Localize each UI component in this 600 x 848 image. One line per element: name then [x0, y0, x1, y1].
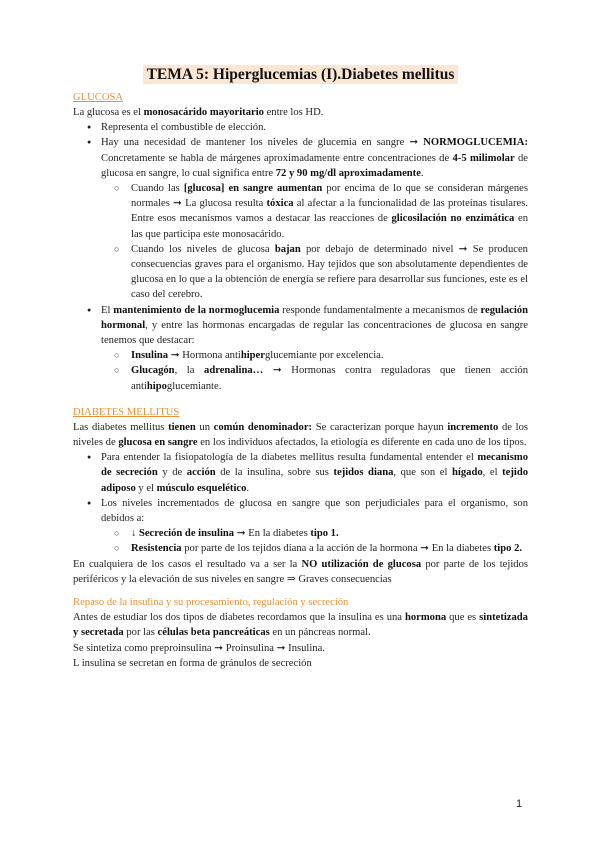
title-text: TEMA 5: Hiperglucemias (I).Diabetes mellitus	[143, 65, 459, 84]
diabetes-outro: En cualquiera de los casos el resultado va a ser la NO utilización de glucosa por parte de los tejidos periféricos y la elevación de sus niveles en sangre ⇒ Graves consecuencias	[73, 558, 528, 585]
page-title	[73, 66, 528, 84]
glucosa-intro: La glucosa es el monosacárido mayoritario entre los HD.	[73, 107, 324, 118]
section-heading-glucosa: GLUCOSA	[73, 92, 124, 103]
list-item: ○ Cuando los niveles de glucosa bajan por debajo de determinado nivel ➞ Se producen consecuencias graves para el organismo. Hay tejidos que son absolutamente dependientes de glucosa en lo que a la obtención de energía se refiere para desarrollar sus funciones, este es el caso del cerebro.	[101, 242, 528, 303]
list-item: ● Hay una necesidad de mantener los niveles de glucemia en sangre ➞ NORMOGLUCEMIA: Concretamente se habla de márgenes aproximadamente entre concentraciones de 4-5 milimolar de glucosa en sangre, lo cual significa entre 72 y 90 mg/dl aproximadamente. ○ Cuando las [glucosa] en sangre aumentan por encima de lo que se consideran márgenes normales ➞ La glucosa resulta tóxica al afectar a la funcionalidad de las proteínas tisulares. Entre esos mecanismos vamos a destacar las reacciones de glicosilación no enzimática en las que participa este monosacárido. ○ Cuando los niveles de glucosa bajan por debajo de determinado nivel ➞ Se producen consecuencias graves para el organismo. Hay tejidos que son absolutamente dependientes de glucosa en lo que a la obtención de energía se refiere para desarrollar sus funciones, este es el caso del cerebro.	[73, 135, 528, 302]
diabetes-bullet-list	[73, 450, 528, 556]
list-item: ● El mantenimiento de la normoglucemia responde fundamentalmente a mecanismos de regulación hormonal, y entre las hormonas encargadas de regular las concentraciones de glucosa en sangre tenemos que destacar: ○ Insulina ➞ Hormona antihiperglucemiante por excelencia. ○ Glucagón, la adrenalina… ➞ Hormonas contra reguladoras que tienen acción antihipoglucemiante.	[73, 303, 528, 394]
section-heading-insulina: Repaso de la insulina y su procesamiento, regulación y secreción	[73, 597, 349, 609]
list-item: ● Para entender la fisiopatología de la diabetes mellitus resulta fundamental entender el mecanismo de secreción y de acción de la insulina, sobre sus tejidos diana, que son el hígado, el tejido adiposo y el músculo esquelético.	[73, 450, 528, 496]
causas-sublist	[101, 526, 528, 556]
insulina-p2: Se sintetiza como preproinsulina ➞ Proinsulina ➞ Insulina.	[73, 642, 325, 654]
list-item: ○ Insulina ➞ Hormona antihiperglucemiante por excelencia.	[101, 348, 528, 363]
diabetes-intro: Las diabetes mellitus tienen un común denominador: Se caracterizan porque hayun incremento de los niveles de glucosa en sangre en los individuos afectados, la etiología es diferente en cada uno de los tipos.	[73, 421, 528, 449]
list-item: ● Representa el combustible de elección.	[73, 120, 528, 135]
glucosa-bullet-list	[73, 120, 528, 394]
hormonas-sublist	[101, 348, 528, 394]
glucosa-sublist	[101, 181, 528, 303]
list-item: ○ Cuando las [glucosa] en sangre aumentan por encima de lo que se consideran márgenes normales ➞ La glucosa resulta tóxica al afectar a la funcionalidad de las proteínas tisulares. Entre esos mecanismos vamos a destacar las reacciones de glicosilación no enzimática en las que participa este monosacárido.	[101, 181, 528, 242]
list-item: ○ Glucagón, la adrenalina… ➞ Hormonas contra reguladoras que tienen acción antihipoglucemiante.	[101, 363, 528, 393]
list-item: ○ Resistencia por parte de los tejidos diana a la acción de la hormona ➞ En la diabetes tipo 2.	[101, 541, 528, 556]
list-item: ○ ↓ Secreción de insulina ➞ En la diabetes tipo 1.	[101, 526, 528, 541]
insulina-p1: Antes de estudiar los dos tipos de diabetes recordamos que la insulina es una hormona que es sintetizada y secretada por las células beta pancreáticas en un páncreas normal.	[73, 612, 528, 639]
insulina-p3: L insulina se secretan en forma de gránulos de secreción	[73, 657, 312, 669]
section-heading-diabetes: DIABETES MELLITUS	[73, 406, 180, 418]
document-page	[73, 66, 528, 671]
page-number: 1	[516, 798, 523, 810]
list-item: ● Los niveles incrementados de glucosa en sangre que son perjudiciales para el organismo, son debidos a: ○ ↓ Secreción de insulina ➞ En la diabetes tipo 1. ○ Resistencia por parte de los tejidos diana a la acción de la hormona ➞ En la diabetes tipo 2.	[73, 496, 528, 557]
